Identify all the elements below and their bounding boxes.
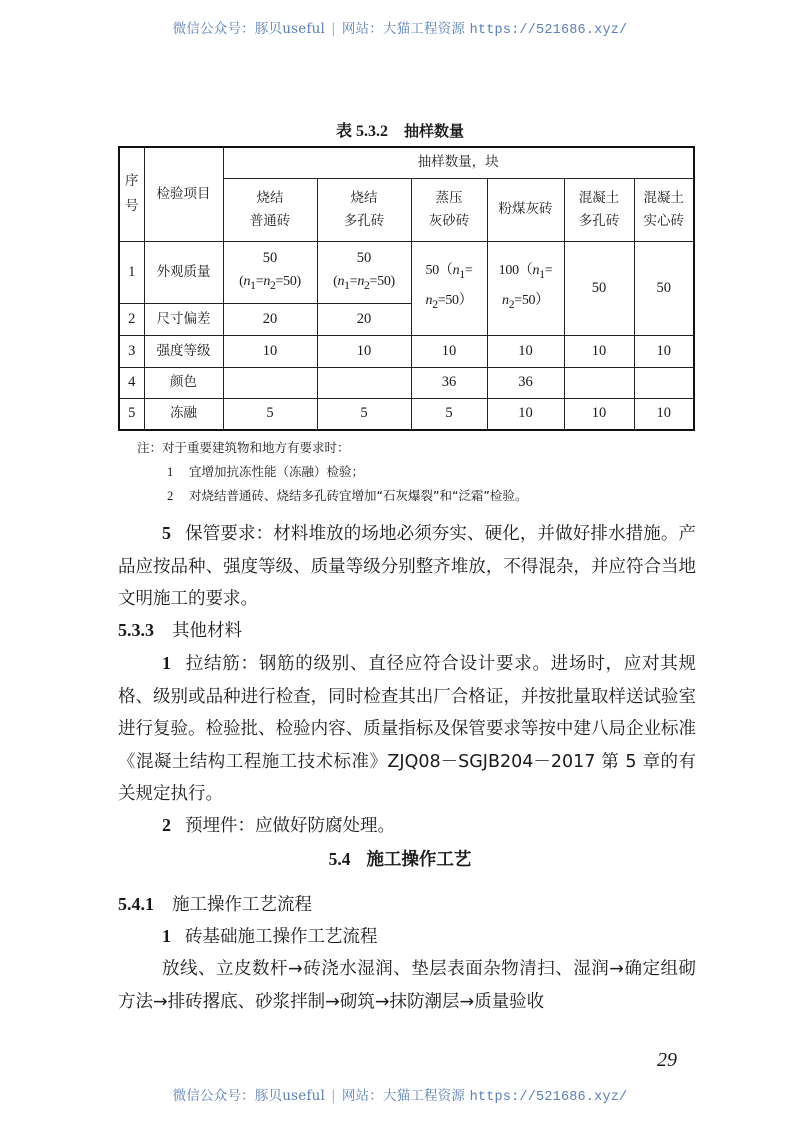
cell-value: 10 bbox=[564, 398, 634, 430]
cell-value bbox=[634, 367, 694, 398]
table-notes bbox=[137, 436, 527, 508]
watermark-wechat: 微信公众号：豚贝useful bbox=[172, 21, 326, 37]
table-row bbox=[119, 398, 694, 430]
paragraph-process-flow: 放线、立皮数杆→砖浇水湿润、垫层表面杂物清扫、湿润→确定组砌方法→排砖撂底、砂浆拌制→砌筑→抹防潮层→质量验收 bbox=[118, 959, 696, 1012]
cell-seq: 3 bbox=[119, 335, 144, 367]
table-number: 表 5.3.2 bbox=[335, 123, 388, 140]
table-title: 抽样数量 bbox=[404, 122, 465, 140]
cell-value: 50 bbox=[634, 241, 694, 335]
paragraph-storage-requirements: 5 保管要求：材料堆放的场地必须夯实、硬化，并做好排水措施。产品应按品种、强度等级、质量等级分别整齐堆放，不得混杂，并应符合当地文明施工的要求。 bbox=[118, 523, 696, 609]
header-col-6: 混凝土 实心砖 bbox=[634, 178, 694, 241]
cell-seq: 2 bbox=[119, 303, 144, 335]
watermark-url: https://521686.xyz/ bbox=[469, 23, 628, 38]
paragraph-embedded-parts: 2 预埋件：应做好防腐处理。 bbox=[162, 815, 395, 836]
cell-value: 10 bbox=[223, 335, 317, 367]
header-item: 检验项目 bbox=[144, 147, 223, 241]
header-seq: 序号 bbox=[119, 147, 144, 241]
cell-value: 5 bbox=[411, 398, 487, 430]
cell-value: 10 bbox=[634, 398, 694, 430]
watermark-wechat: 微信公众号：豚贝useful bbox=[172, 1088, 326, 1104]
cell-item: 颜色 bbox=[144, 367, 223, 398]
header-col-4: 粉煤灰砖 bbox=[487, 178, 564, 241]
cell-value: 10 bbox=[487, 398, 564, 430]
section-heading-5-4-1: 5.4.1 施工操作工艺流程 bbox=[118, 894, 312, 915]
cell-value: 10 bbox=[487, 335, 564, 367]
cell-value: 10 bbox=[317, 335, 411, 367]
cell-value: 10 bbox=[564, 335, 634, 367]
header-col-3: 蒸压 灰砂砖 bbox=[411, 178, 487, 241]
cell-item: 尺寸偏差 bbox=[144, 303, 223, 335]
cell-value: 20 bbox=[223, 303, 317, 335]
watermark-separator: | bbox=[331, 1088, 336, 1104]
watermark-site: 网站：大猫工程资源 bbox=[341, 1088, 466, 1104]
cell-value: 10 bbox=[634, 335, 694, 367]
cell-seq: 1 bbox=[119, 241, 144, 303]
paragraph-foundation-flow-title: 1 砖基础施工操作工艺流程 bbox=[162, 926, 378, 947]
cell-seq: 5 bbox=[119, 398, 144, 430]
sampling-table bbox=[118, 146, 695, 431]
cell-value: 5 bbox=[317, 398, 411, 430]
cell-value: $100(n_1=$ $n_2=50$） bbox=[487, 241, 564, 335]
table-row bbox=[119, 367, 694, 398]
cell-value: $50(n_1=$ $n_2=50$） bbox=[411, 241, 487, 335]
section-heading-5-4: 5.4 施工操作工艺 bbox=[328, 849, 472, 870]
cell-value: 50 bbox=[564, 241, 634, 335]
section-heading-5-3-3: 5.3.3 其他材料 bbox=[118, 620, 242, 641]
watermark-header bbox=[0, 17, 800, 38]
watermark-footer bbox=[0, 1084, 800, 1105]
watermark-site: 网站：大猫工程资源 bbox=[341, 21, 466, 37]
table-row bbox=[119, 241, 694, 303]
note-item: 2 对烧结普通砖、烧结多孔砖宜增加“石灰爆裂”和“泛霜”检验。 bbox=[167, 488, 528, 503]
cell-value: 36 bbox=[487, 367, 564, 398]
note-item: 1 宜增加抗冻性能（冻融）检验； bbox=[167, 464, 365, 479]
cell-value: 50 $(n_1=n_2=50)$ bbox=[317, 241, 411, 303]
cell-value bbox=[223, 367, 317, 398]
page-number: 29 bbox=[657, 1049, 677, 1071]
header-col-1: 烧结 普通砖 bbox=[223, 178, 317, 241]
cell-value: 50 $(n_1=n_2=50)$ bbox=[223, 241, 317, 303]
cell-value bbox=[564, 367, 634, 398]
cell-seq: 4 bbox=[119, 367, 144, 398]
notes-intro: 注：对于重要建筑物和地方有要求时： bbox=[137, 440, 350, 455]
table-row bbox=[119, 335, 694, 367]
cell-value: 36 bbox=[411, 367, 487, 398]
cell-item: 冻融 bbox=[144, 398, 223, 430]
header-col-5: 混凝土 多孔砖 bbox=[564, 178, 634, 241]
header-col-2: 烧结 多孔砖 bbox=[317, 178, 411, 241]
cell-value bbox=[317, 367, 411, 398]
watermark-url: https://521686.xyz/ bbox=[469, 1090, 628, 1105]
cell-value: 20 bbox=[317, 303, 411, 335]
cell-item: 强度等级 bbox=[144, 335, 223, 367]
watermark-separator: | bbox=[331, 21, 336, 37]
cell-value: 10 bbox=[411, 335, 487, 367]
cell-item: 外观质量 bbox=[144, 241, 223, 303]
table-caption bbox=[0, 118, 800, 141]
header-group: 抽样数量，块 bbox=[223, 147, 694, 178]
cell-value: 5 bbox=[223, 398, 317, 430]
paragraph-tie-bars: 1 拉结筋：钢筋的级别、直径应符合设计要求。进场时，应对其规格、级别或品种进行检查，同时检查其出厂合格证，并按批量取样送试验室进行复验。检验批、检验内容、质量指标及保管要求等按中建八局企业标准《混凝土结构工程施工技术标准》ZJQ08－SGJB204－2017 第 5 章的有关规定执行。 bbox=[118, 653, 696, 804]
